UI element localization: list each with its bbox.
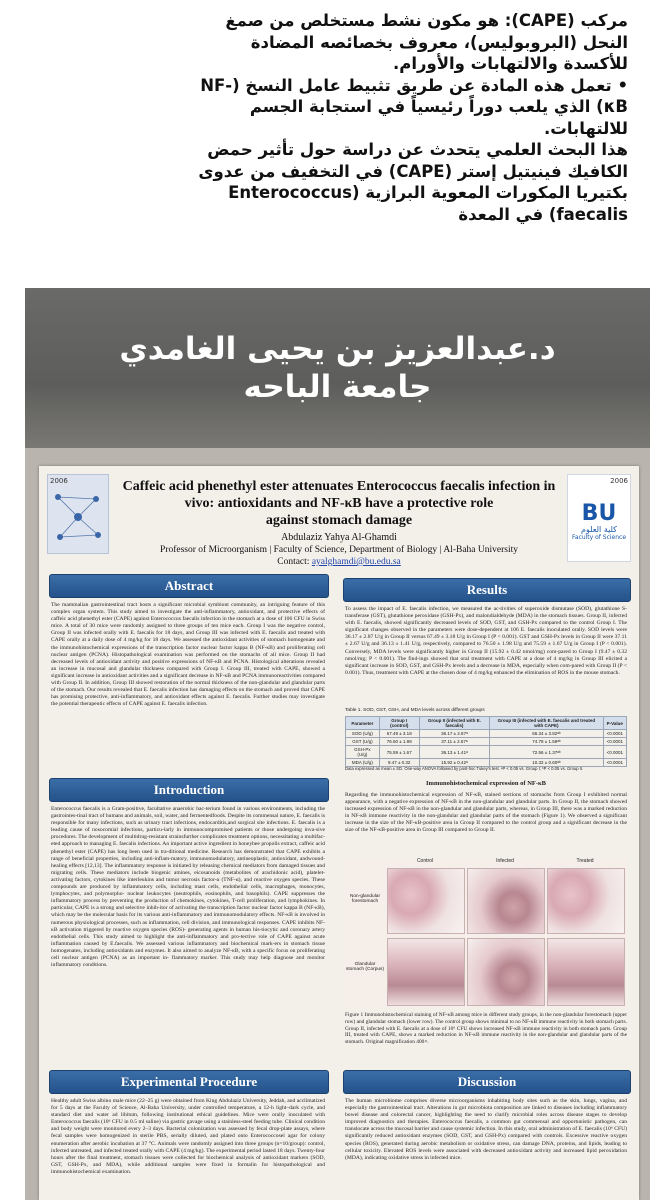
figure-caption: Figure 1 Immunohistochemical staining of NF-κB among mice in different study groups, in the non-glandular forestomach (upper row) and glandular stomach (lower row). The control group shows minimal to no NF-κB immune reactivity in both stomach parts. Group II, infected with E. faecalis at a dose of 10⁶ CFU shows increased NF-κB immune reactivity in both stomach parts. Group III, treated with CAPE, shows a marked reduction in NF-κB immune reactivity in the non-glandular and glandular parts of the stomach. Original magnification 400×. <box>345 1012 627 1046</box>
table-cell: 15.92 ± 0.42ᵃ <box>419 759 490 767</box>
microscopy-figure <box>345 858 627 1008</box>
poster-title: Caffeic acid phenethyl ester attenuates Enterococcus faecalis infection in vivo: antioxidants and NF-κB have a protective role against stomach damage <box>122 479 556 528</box>
table-cell: 36.17 ± 2.87ᵃ <box>419 730 490 738</box>
table-cell: 10.32 ± 0.60ᵃᵇ <box>490 759 603 767</box>
table-footnote: Data expressed as mean ± SD. One-way ANOVA followed by post-hoc Tukey's test. ᵃP < 0.05 vs. Group I; ᵇP < 0.05 vs. Group II. <box>345 766 584 771</box>
network-logo-icon <box>48 487 106 547</box>
table-cell: 9.47 ± 0.32 <box>379 759 419 767</box>
discussion-text: The human microbiome comprises diverse microorganisms inhabiting body sites such as the skin, lungs, vagina, and especially the gastrointestinal tract. Alterations in gut microbiota composition are linked to diseases including inflammatory bowel disease and colorectal cancer, highlighting the need to clarify microbial roles across disease stages to develop improved diagnostics and therapies. Enterococcus faecalis, a common gut commensal and opportunistic pathogen, can translocate across the mucosal barrier and cause systemic infection. In this study, oral administration of E. faecalis (10⁶ CFU) significantly reduced antioxidant enzymes (SOD, GST, and GSH-Px) compared with controls. Excessive reactive oxygen species (ROS), generated during aerobic metabolism or oxidative stress, can damage DNA, proteins, and lipids, leading to cellular toxicity. Elevated ROS levels were associated with decreased antioxidant activity and increased lipid peroxidation (MDA), indicating oxidative stress in infected mice. <box>345 1098 627 1161</box>
table-cell: 37.11 ± 2.67ᵃ <box>419 738 490 746</box>
table-header-cell: Group I (control) <box>379 717 419 730</box>
arabic-caption <box>0 0 650 288</box>
table-cell: 36.13 ± 1.41ᵃ <box>419 746 490 759</box>
table-cell: <0.0001 <box>603 759 626 767</box>
ihc-text: Regarding the immunohistochemical expression of NF-κB, stained sections of stomachs from Group I exhibited normal appearance, with a negative expression of NF-κB in the non-glandular and glandular parts. In Group II, the stomach showed increased expression of NF-κB in the non-glandular and glandular parts, whereas, in Group III, there was a marked reduction in NF-κB immune reactivity in the non-glandular and glandular parts of the stomach (Figure 1). We observed a significant increase in the size of the NF-κB-positive area in Group II compared to the control group and a significant decrease in the size of the NF-κB-positive area in Group III compared to Group II. <box>345 792 627 834</box>
table-header-cell: P-Value <box>603 717 626 730</box>
abstract-header: Abstract <box>49 574 329 598</box>
banner-university: جامعة الباحه <box>243 369 432 405</box>
experimental-header: Experimental Procedure <box>49 1070 329 1094</box>
table-cell: 74.78 ± 1.59ᵃᵇ <box>490 738 603 746</box>
arabic-line: faecalis) في المعدة <box>458 204 628 224</box>
arabic-line: النحل (البروبوليس)، معروف بخصائصه المضادة <box>250 32 628 52</box>
table-header-cell: Group II (infected with E. faecalis) <box>419 717 490 730</box>
micro-col-label: Treated <box>576 858 594 864</box>
arabic-line: κB) الذي يلعب دوراً رئيسياً في استجابة الجسم <box>249 97 628 116</box>
discussion-header: Discussion <box>343 1070 631 1094</box>
results-table <box>345 716 627 767</box>
micro-row-label: Non-glandular forestomach <box>349 894 381 904</box>
micro-image <box>547 938 625 1006</box>
table-row <box>346 730 627 738</box>
arabic-line: للالتهابات. <box>544 118 628 138</box>
table-header-cell: Parameter <box>346 717 380 730</box>
micro-image <box>387 868 465 934</box>
micro-col-label: Control <box>416 858 434 864</box>
poster-photo <box>25 288 650 1200</box>
table-cell: MDA (U/g) <box>346 759 380 767</box>
arabic-line: مركب (CAPE): هو مكون نشط مستخلص من صمغ <box>225 11 628 30</box>
introduction-text: Enterococcus faecalis is a Gram-positive, facultative anaerobic bac-terium found in various environments, including the gastrointes-tinal tract of humans and animals, soil, water, and fermentedfoods. Despite its commensal nature, E. faecalis is responsible for many infections, such as urinary tract infections, endocarditis,and surgical site infections. E. faecalis is a leading cause of nosocomial infections, particu-larly in immunocompromised patients or those undergoing inva-sive procedures. The development of multidrug-resistant strainsfurther complicates treatment options, necessitating a multifac-eted approach to managing E. faecalis infections. An important active ingredient in honeybee propolis extract, caffeic acid phenethyl ester (CAPE) has long been used in tra-ditional medicine. Research has demonstrated that CAPE exhibits a range of beneficial properties, including anti-inflam-matory, immunomodulatory, antineoplastic, antioxidant, andwound-healing effects [12,13]. The inflammatory response is initiated by releasing chemical mediators from damaged tissues and migrating cells. These mediators include biogenic amines, eicosanoids (metabolites of arachidonic acid), platelet-activating factors, cytokines like interleukins and tumor necrosis factor-α (TNF-α), and reactive oxygen species. These compounds are produced by inflammatory cells, including mast cells, endothelial cells, macrophages, monocytes, lymphocytes, and polymorpho- nuclear leukocytes (neutrophils, eosinophils, and basophils). CAPE suppresses the inflammatory process by preventing the production of chemokines, cytokines, T-cell proliferation, and lymphokines. In particular, CAPE is a strong and selective inhib-itor of activating the transcription factor nuclear factor kappa B (NF-κB), which may be the molecular basis for its various anti-inflammatory and immunomodulatory effects. NF-κB is involved in numerous physiological processes, such as inflammation, cell division, and immunological responses. CAPE inhibits NF-κB activation triggered by reactive oxygen species (ROS)- generating agents in human his-tiocytic and coronary artery endothelial cells. This study aimed to highlight the anti-inflammatory and pro-tective role of CAPE against acute inflammation caused by E.faecalis. We assessed various inflammatory and biochemical mark-ers in stomach tissue homogenates, including antioxidants and enzymes. It also aimed to analyze NF-κB, with a specific focus on proliferating cell nuclear antigen (PCNA) as an important in- flammatory marker. This study may help diagnose and monitor inflammatory conditions. <box>51 806 325 969</box>
faculty-arabic: كلية العلوم <box>581 525 617 534</box>
micro-row-label: Glandular stomach (Corpus) <box>345 962 385 972</box>
arabic-line: هذا البحث العلمي يتحدث عن دراسة حول تأثير حمض <box>207 140 628 159</box>
arabic-line: للأكسدة والالتهابات والأورام. <box>392 54 628 73</box>
abstract-text: The mammalian gastrointestinal tract hosts a significant microbial symbiont community, an intriguing feature of this complex organ system. This study aimed to investigate the anti-inflammatory, antioxidant, and protective effects of caffeic acid phenethyl ester (CAPE) against Enterococcus faecalis infection in the stomach at a dose of 106 CFU in Swiss mice. A total of 30 mice were randomly assigned to three groups of ten mice each. Group I was the negative control, Group II was infected orally with E. faecalis for 18 days, and Group III was infected with E. faecalis and treated with CAPE orally at a daily dose of 4 mg/kg for 18 days. We assessed the antioxidant activities of stomach homogenate and the immunohistochemical expressions of the transcription factor nuclear factor kappa B (NF-κB) and proliferating cell nuclear antigen (PCNA). Histopathological examination was performed on the stomachs of all mice. Group II had decreased levels of antioxidant activity and positive expressions of NF-κB and PCNA. Histological alterations revealed an increase in mucosal and glandular thickness compared with Group I. Group III, treated with CAPE, showed a significant increase in antioxidant activities and a significant decrease in NF-κB and PCNA immunoreactivities compared with Group II. In addition, Group III showed restoration of the normal thickness of the non-glandular and glandular parts of the stomach. Our results revealed that E. faecalis infection has damaging effects on the stomach and proved that CAPE has promising protective, anti-inflammatory, and antioxidant effects against E. faecalis. Further studies may investigate the potential therapeutic effects of CAPE against E. faecalis infection. <box>51 602 325 708</box>
table-cell: SOD (U/g) <box>346 730 380 738</box>
research-poster <box>39 466 639 1200</box>
bu-logo-text: BU <box>581 501 617 526</box>
arabic-line: بكتيريا المكورات المعوية البرازية (Enterococcus <box>228 183 628 202</box>
micro-image <box>547 868 625 934</box>
ihc-subheading: Immunohistochemical expression of NF-κB <box>426 780 546 787</box>
table-cell: 66.34 ± 3.82ᵃᵇ <box>490 730 603 738</box>
table-cell: 72.56 ± 1.37ᵃᵇ <box>490 746 603 759</box>
right-logo-year: 2006 <box>610 477 628 485</box>
introduction-header: Introduction <box>49 778 329 802</box>
experimental-text: Healthy adult Swiss albino male mice (22–25 g) were obtained from King Abdulaziz University, Jeddah, and acclimatized for 5 days at the Faculty of Science, Al-Baha University, under controlled temperature, a 12-h light–dark cycle, and standard diet and water ad libitum, following institutional ethical guidelines. Mice were orally inoculated with Enterococcus faecalis (10⁶ CFU in 0.5 ml saline) via gastric gavage using a stainless-steel feeding tube. Clinical condition and body weight were monitored every 2–3 days. Bacterial colonization was assessed by fecal drop-plate assays, where fecal samples were homogenized in sterile PBS, serially diluted, and plated onto Enterococcosel agar for colony enumeration after aerobic incubation at 37 °C. Animals were randomly assigned into three groups (n=10/group): control, infected untreated, and infected treated orally with CAPE (4 mg/kg). The experimental period lasted 18 days. Twenty-four hours after the final treatment, stomach tissues were collected for biochemical analysis of antioxidant markers (SOD, GST, GSH-Px, and MDA), while additional samples were fixed in formalin for histopathological and immunohistochemical examination. <box>51 1098 325 1175</box>
table-cell: 67.49 ± 3.18 <box>379 730 419 738</box>
table-cell: 75.59 ± 1.67 <box>379 746 419 759</box>
table-row <box>346 738 627 746</box>
table-cell: GST (U/g) <box>346 738 380 746</box>
arabic-text-block <box>0 0 650 225</box>
poster-contact: Contact: ayalghamdi@bu.edu.sa <box>277 557 401 567</box>
table-header-cell: Group III (infected with E. faecalis and treated with CAPE) <box>490 717 603 730</box>
table-header-row <box>346 717 627 730</box>
micro-image <box>467 868 545 934</box>
right-logo <box>567 474 631 562</box>
contact-email-link[interactable]: ayalghamdi@bu.edu.sa <box>311 557 401 567</box>
micro-image <box>387 938 465 1006</box>
author-banner <box>25 330 650 406</box>
poster-affiliation: Professor of Microorganism | Faculty of Science, Department of Biology | Al-Baha University <box>160 545 518 555</box>
table-cell: <0.0001 <box>603 746 626 759</box>
arabic-line: الكافيك فينيتيل إستر (CAPE) في التخفيف من عدوى <box>198 161 628 181</box>
poster-header <box>109 478 569 568</box>
left-logo-year: 2006 <box>50 477 68 485</box>
table-cell: 76.50 ± 1.98 <box>379 738 419 746</box>
micro-col-label: Infected <box>496 858 514 864</box>
banner-name: د.عبدالعزيز بن يحيى الغامدي <box>119 331 556 367</box>
poster-author: Abdulaziz Yahya Al-Ghamdi <box>281 532 397 543</box>
micro-image <box>467 938 545 1006</box>
table-row <box>346 746 627 759</box>
table-cell: <0.0001 <box>603 730 626 738</box>
table-caption: Table 1. SOD, GST, GSH, and MDA levels across different groups <box>345 708 485 713</box>
arabic-line: • تعمل هذه المادة عن طريق تثبيط عامل النسخ (-NF <box>200 75 628 95</box>
table-cell: GSH-Px (U/g) <box>346 746 380 759</box>
faculty-english: Faculty of Science <box>571 534 627 541</box>
results-header: Results <box>343 578 631 602</box>
left-logo <box>47 474 109 554</box>
results-text: To assess the impact of E. faecalis infection, we measured the ac-tivities of superoxide dismutase (SOD), glutathione S-transferase (GST), glutathione peroxidase (GSH-Px), and malondialdehyde (MDA) in the stomach tissues. Group II, infected with E. faecalis, showed significantly decreased levels of SOD, GST, and GSH-Px compared to the control Group I. The significant changes observed in the parameters were dose-dependent at 106 E. faecalis inoculated orally. SOD levels were 36.17 ± 2.87 U/g in Group II versus 67.49 ± 3.18 U/g in Group I (P < 0.001). GST and GSH-Px levels in Group II were 37.11 ± 2.67 U/g and 36.13 ± 1.41 U/g, respectively, compared to 76.50 ± 1.98 U/g and 75.59 ± 1.67 U/g in Group I (P < 0.001). Conversely, MDA levels were significantly higher in Group II (15.92 ± 0.42 nmol/mg) com-pared to Group I (9.47 ± 0.32 nmol/mg; P < 0.001). The find-ings showed that oral treatment with CAPE at a dose of 4 mg/kg in Group III elicited a significant increase in SOD, GST, and GSH-Px levels and a decrease in MDA, especially when com-pared with Group II (P < 0.001). Thus, treatment with CAPE at the chosen dose of 4 mg/kg enhanced the elimination of ROS in the mouse stomach. <box>345 606 627 676</box>
table-cell: <0.0001 <box>603 738 626 746</box>
